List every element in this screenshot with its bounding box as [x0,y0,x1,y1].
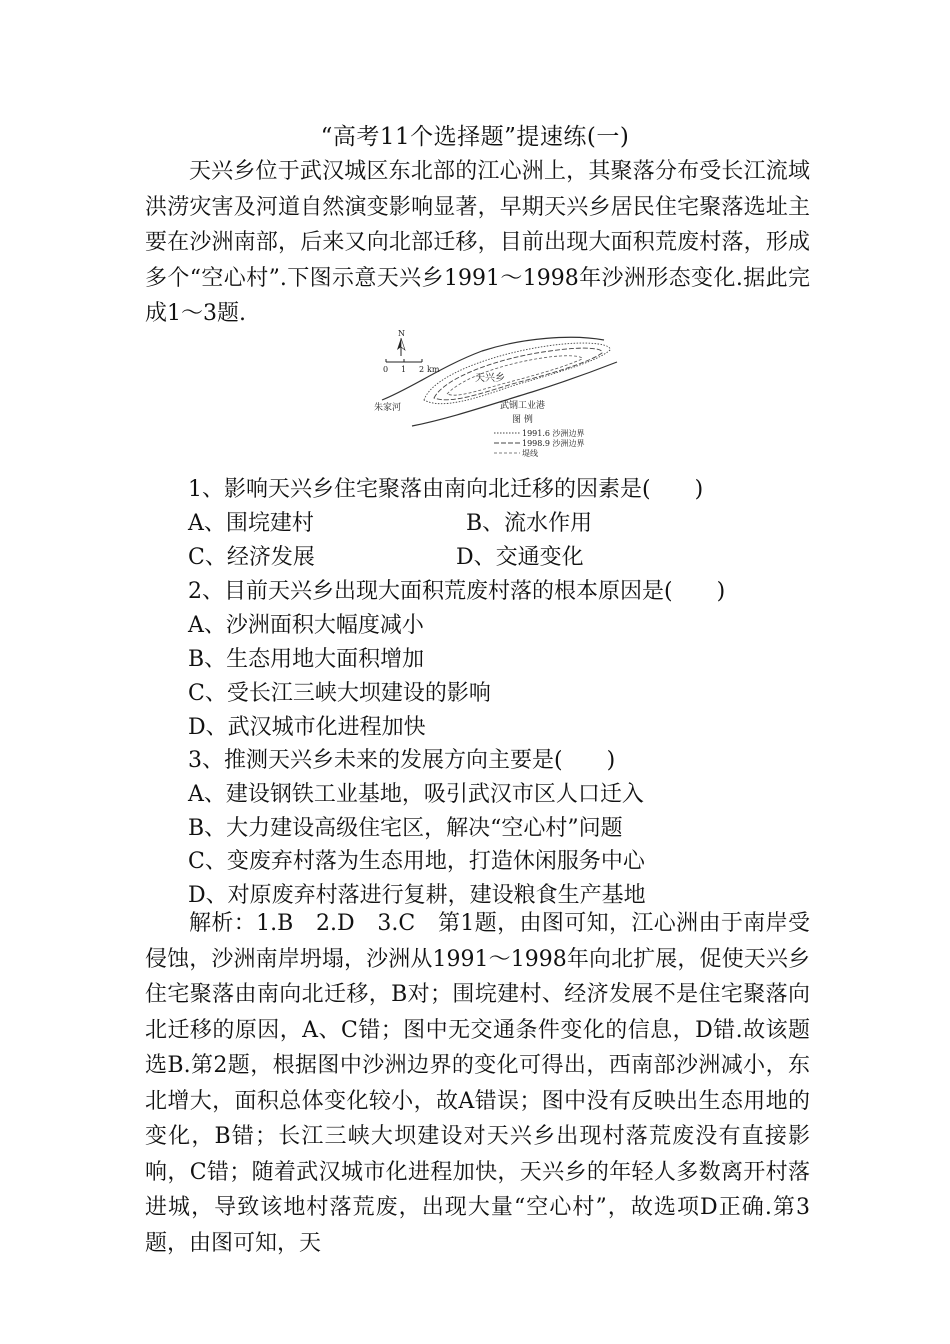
scale-bar [383,359,440,374]
legend-1991: 1991.6 沙洲边界 [522,429,585,438]
page-title: “高考11个选择题”提速练(一) [320,124,630,150]
legend-1998: 1998.9 沙洲边界 [522,439,585,448]
question-1-option-a: A、围垸建村 [188,511,314,536]
question-2-option-b: B、生态用地大面积增加 [188,647,425,672]
question-2-option-d: D、武汉城市化进程加快 [188,715,426,740]
tianxing-label: 天兴乡 [475,373,505,384]
question-3-stem: 3、推测天兴乡未来的发展方向主要是( ) [188,748,616,773]
sandbar-map [372,326,622,466]
intro-paragraph: 天兴乡位于武汉城区东北部的江心洲上，其聚落分布受长江流域洪涝灾害及河道自然演变影响显著，早期天兴乡居民住宅聚落选址主要在沙洲南部，后来又向北部迁移，目前出现大面积荒废村落，形成多个“空心村”.下图示意天兴乡1991～1998年沙洲形态变化.据此完成1～3题. [145,159,810,326]
analysis-paragraph: 解析：1.B 2.D 3.C 第1题，由图可知，江心洲由于南岸受侵蚀，沙洲南岸坍塌，沙洲从1991～1998年向北扩展，促使天兴乡住宅聚落由南向北迁移，B对；围垸建村、经济发展不是住宅聚落向北迁移的原因，A、C错；图中无交通条件变化的信息，D错.故该题选B.第2题，根据图中沙洲边界的变化可得出，西南部沙洲减小，东北增大，面积总体变化较小，故A错误；图中没有反映出生态用地的变化，B错；长江三峡大坝建设对天兴乡出现村落荒废没有直接影响，C错；随着武汉城市化进程加快，天兴乡的年轻人多数离开村落进城，导致该地村落荒废，出现大量“空心村”，故选项D正确.第3题，由图可知，天 [145,911,810,1256]
question-1-stem: 1、影响天兴乡住宅聚落由南向北迁移的因素是( ) [188,477,704,502]
legend-title: 图 例 [512,415,533,425]
question-1-option-b: B、流水作用 [466,511,593,536]
question-2-option-c: C、受长江三峡大坝建设的影响 [188,681,491,706]
question-1-option-c: C、经济发展 [188,545,315,570]
question-2-stem: 2、目前天兴乡出现大面积荒废村落的根本原因是( ) [188,579,726,604]
legend-dike: 堤线 [522,449,538,458]
question-3-option-d: D、对原废弃村落进行复耕，建设粮食生产基地 [188,883,646,908]
question-3-option-a: A、建设钢铁工业基地，吸引武汉市区人口迁入 [188,782,644,807]
map-legend [494,413,585,458]
scale-label-1: 1 [401,365,407,374]
scale-unit: km [427,365,440,374]
zhujiahe-label: 朱家河 [374,403,402,413]
question-3-option-c: C、变废弃村落为生态用地，打造休闲服务中心 [188,849,645,874]
scale-label-0: 0 [383,365,389,374]
port-label: 武钢工业港 [500,401,546,411]
north-label: N [398,329,405,338]
question-2-option-a: A、沙洲面积大幅度减小 [188,613,424,638]
north-arrow-icon [397,329,405,356]
scale-label-2: 2 [419,365,425,374]
question-3-option-b: B、大力建设高级住宅区，解决“空心村”问题 [188,816,623,841]
question-1-option-d: D、交通变化 [456,545,584,570]
